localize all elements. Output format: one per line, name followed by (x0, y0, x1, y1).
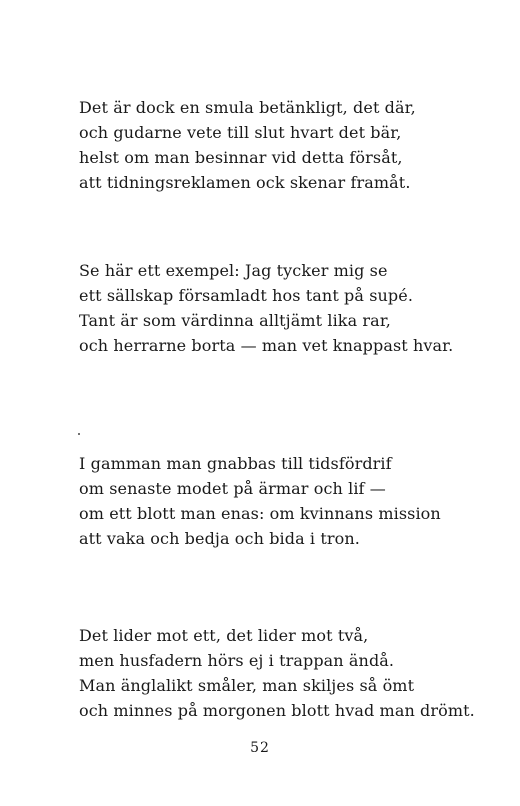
page-number: 52 (250, 740, 270, 756)
verse-line: att tidningsreklamen ock skenar framåt. (79, 173, 411, 192)
verse-line: och herrarne borta — man vet knappast hvar. (79, 336, 454, 355)
stanza-3 (79, 451, 459, 551)
verse-line: helst om man besinnar vid detta försåt, (79, 148, 403, 167)
verse-line: Tant är som värdinna alltjämt lika rar, (79, 311, 391, 330)
verse-line: att vaka och bedja och bida i tron. (79, 529, 360, 548)
verse-line: och gudarne vete till slut hvart det bär, (79, 123, 402, 142)
stanza-1 (79, 95, 459, 195)
verse-line: om ett blott man enas: om kvinnans mission (79, 504, 441, 523)
verse-line: I gamman man gnabbas till tidsfördrif (79, 454, 392, 473)
verse-line: Det är dock en smula betänkligt, det där, (79, 98, 416, 117)
verse-line: Man änglalikt småler, man skiljes så ömt (79, 676, 415, 695)
verse-line: om senaste modet på ärmar och lif — (79, 479, 386, 498)
print-speck (78, 433, 80, 435)
stanza-2 (79, 258, 459, 358)
verse-line: men husfadern hörs ej i trappan ändå. (79, 651, 395, 670)
verse-line: och minnes på morgonen blott hvad man drömt. (79, 701, 475, 720)
stanza-4 (79, 623, 475, 723)
verse-line: ett sällskap församladt hos tant på supé. (79, 286, 414, 305)
verse-line: Det lider mot ett, det lider mot två, (79, 626, 369, 645)
verse-line: Se här ett exempel: Jag tycker mig se (79, 261, 388, 280)
